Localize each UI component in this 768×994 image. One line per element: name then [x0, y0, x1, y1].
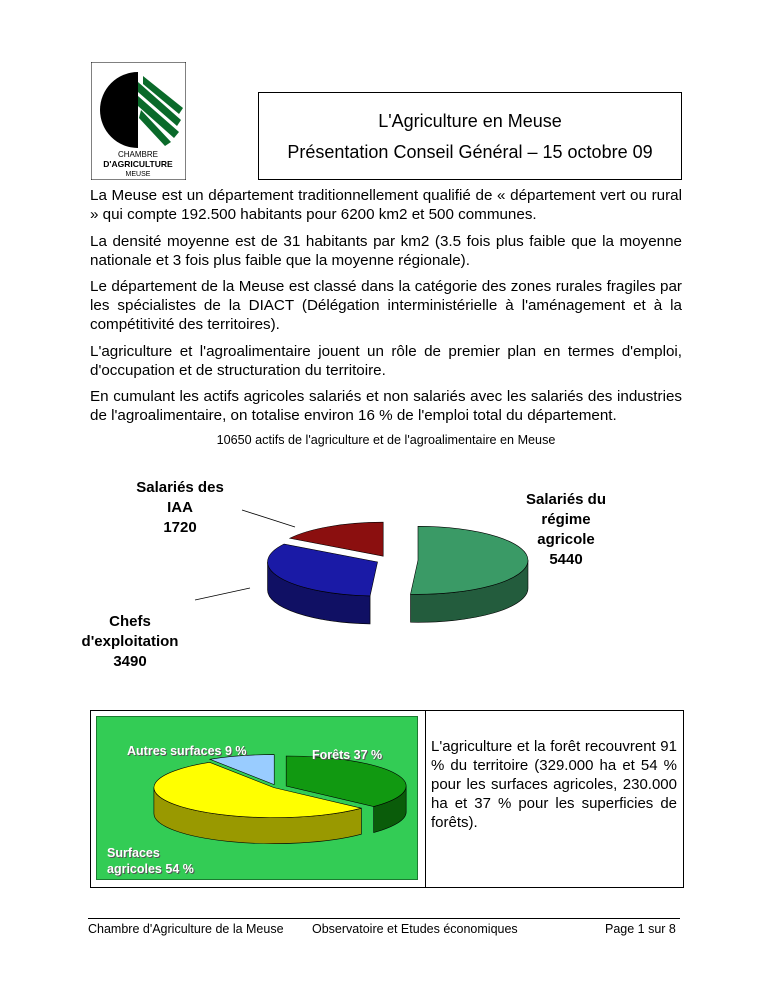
chart-1-title: 10650 actifs de l'agriculture et de l'agroalimentaire en Meuse — [216, 433, 556, 447]
title-box — [258, 92, 682, 180]
land-use-text: L'agriculture et la forêt recouvrent 91 % du territoire (329.000 ha et 54 % pour les surfaces agricoles, 230.000 ha et 37 % pour les superficies de forêts). — [431, 738, 677, 831]
logo-line2: D'AGRICULTURE — [103, 159, 173, 169]
pie2-label-forets: Forêts 37 % — [312, 748, 383, 762]
paragraph-1: La Meuse est un département traditionnellement qualifié de « département vert ou rural » qui compte 192.500 habitants pour 6200 km2 et 500 communes. — [90, 187, 682, 223]
logo-line1: CHAMBRE — [117, 150, 159, 159]
pie2-label-autres: Autres surfaces 9 % — [127, 744, 247, 758]
page-subtitle: Présentation Conseil Général – 15 octobre 09 — [287, 142, 653, 162]
pie1-label-iaa: Salariés des IAA 1720 — [136, 479, 224, 536]
pie1-label-chefs: Chefs d'exploitation 3490 — [81, 613, 179, 670]
footer-line — [88, 918, 680, 919]
land-use-chart-panel — [96, 716, 418, 880]
logo-line3: MEUSE — [125, 171, 151, 178]
table-divider — [425, 711, 426, 887]
footer-left: Chambre d'Agriculture de la Meuse — [88, 922, 284, 936]
footer-right: Page 1 sur 8 — [605, 922, 676, 936]
paragraph-3: Le département de la Meuse est classé dans la catégorie des zones rurales fragiles par les spécialistes de la DIACT (Délégation interministérielle à l'aménagement et à la compétitivité des territoires). — [90, 278, 682, 333]
pie-slice-1 — [268, 544, 378, 624]
pie1-label-salaries: Salariés du régime agricole 5440 — [525, 491, 607, 568]
pie2-label-surfaces: Surfaces agricoles 54 % — [107, 846, 194, 876]
paragraph-5: En cumulant les actifs agricoles salariés et non salariés avec les salariés des industries de l'agroalimentaire, on totalise environ 16 % de l'emploi total du département. — [90, 388, 682, 424]
paragraph-2: La densité moyenne est de 31 habitants par km2 (3.5 fois plus faible que la moyenne nationale et 3 fois plus faible que la moyenne régionale). — [90, 233, 682, 269]
chambre-agriculture-logo — [91, 62, 186, 180]
footer-center: Observatoire et Etudes économiques — [312, 922, 518, 936]
land-use-table — [90, 710, 684, 888]
page-title: L'Agriculture en Meuse — [378, 111, 562, 131]
paragraph-4: L'agriculture et l'agroalimentaire jouent un rôle de premier plan en termes d'emploi, d'occupation et de structuration du territoire. — [90, 343, 682, 379]
